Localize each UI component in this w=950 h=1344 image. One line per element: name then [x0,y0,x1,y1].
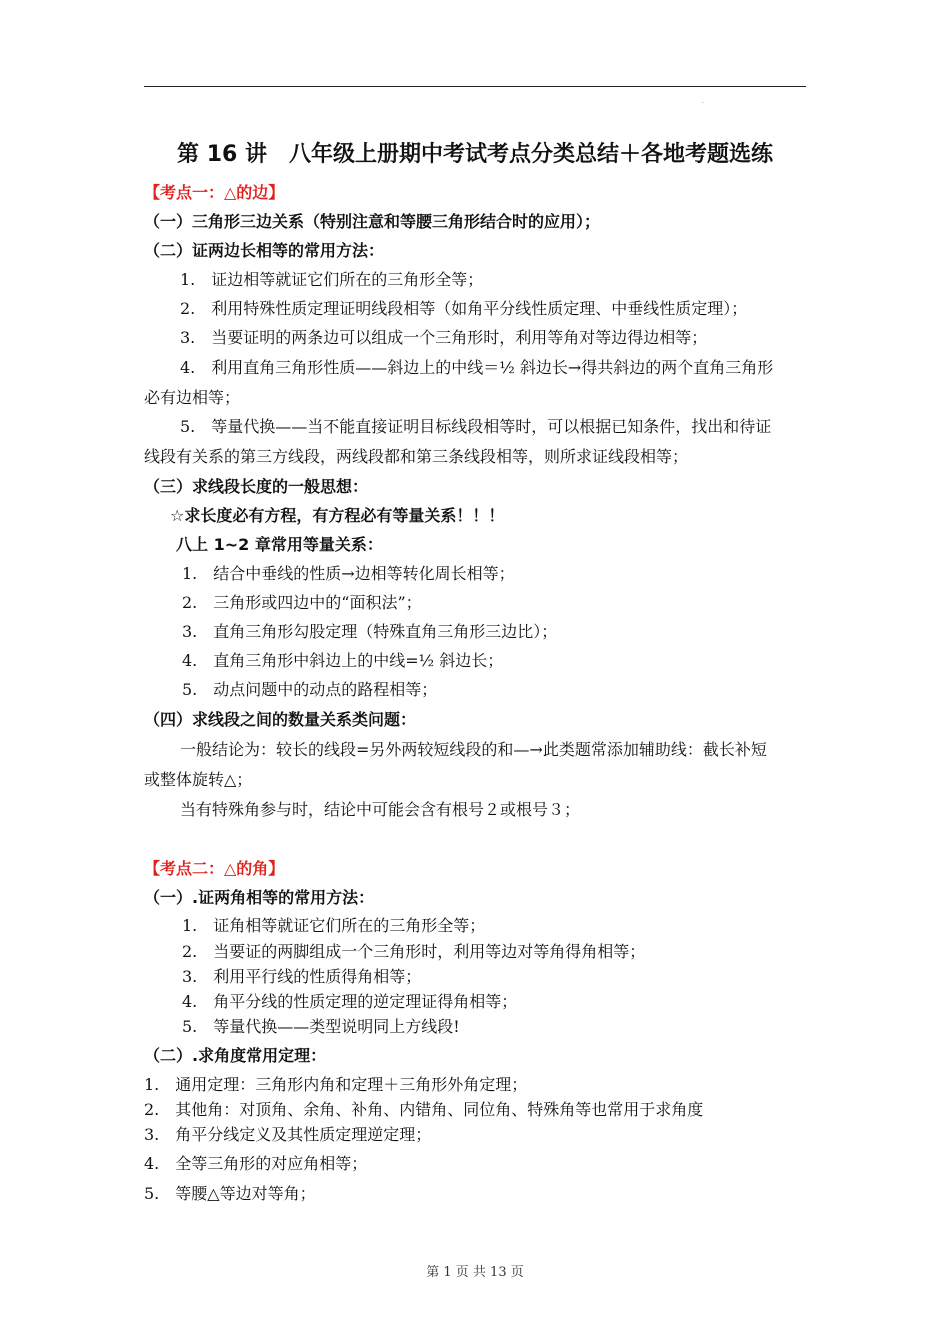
s1-item-2: 2. 利用特殊性质定理证明线段相等（如角平分线性质定理、中垂线性质定理）； [180,299,748,318]
s1-item-5-cont: 线段有关系的第三方线段，两线段都和第三条线段相等，则所求证线段相等； [144,447,689,466]
s2-item-3: 3. 利用平行线的性质得角相等； [182,967,422,986]
s1-point-3: （三）求线段长度的一般思想： [144,477,369,496]
s1-special-angle-note: 当有特殊角参与时，结论中可能会含有根号２或根号３； [180,800,581,819]
s1-subheading: 八上 1~2 章常用等量关系： [176,535,383,554]
header-mark: · [702,100,704,107]
s2-theorem-5: 5. 等腰△等边对等角； [144,1184,316,1203]
s1-point-1: （一）三角形三边关系（特别注意和等腰三角形结合时的应用）； [144,212,601,231]
page-footer: 第 1 页 共 13 页 [426,1265,524,1280]
section-2-heading: 【考点二：△的角】 [144,859,285,878]
s1-conclusion-cont: 或整体旋转△； [144,770,253,789]
s1-rel-2: 2. 三角形或四边中的“面积法”； [182,593,422,612]
s2-item-5: 5. 等量代换——类型说明同上方线段! [182,1017,460,1036]
header-rule [144,86,806,87]
s2-theorem-4: 4. 全等三角形的对应角相等； [144,1154,368,1173]
s1-item-3: 3. 当要证明的两条边可以组成一个三角形时，利用等角对等边得边相等； [180,328,708,347]
s1-point-2: （二）证两边长相等的常用方法： [144,241,385,260]
s1-rel-3: 3. 直角三角形勾股定理（特殊直角三角形三边比）； [182,622,558,641]
s1-star-note: ☆求长度必有方程，有方程必有等量关系！！！ [170,506,505,525]
s1-conclusion: 一般结论为：较长的线段=另外两较短线段的和—→此类题常添加辅助线：截长补短 [180,740,767,759]
page-title: 第 16 讲 八年级上册期中考试考点分类总结＋各地考题选练 [177,142,773,167]
s2-point-2: （二）.求角度常用定理： [144,1046,327,1065]
s2-theorem-2: 2. 其他角：对顶角、余角、补角、内错角、同位角、特殊角等也常用于求角度 [144,1100,704,1119]
s2-item-2: 2. 当要证的两脚组成一个三角形时，利用等边对等角得角相等； [182,942,646,961]
s1-rel-4: 4. 直角三角形中斜边上的中线=½ 斜边长； [182,651,504,670]
s1-rel-1: 1. 结合中垂线的性质→边相等转化周长相等； [182,564,515,583]
s2-item-1: 1. 证角相等就证它们所在的三角形全等； [182,916,486,935]
s1-rel-5: 5. 动点问题中的动点的路程相等； [182,680,438,699]
s2-theorem-3: 3. 角平分线定义及其性质定理逆定理； [144,1125,432,1144]
s1-point-4: （四）求线段之间的数量关系类问题： [144,710,417,729]
s2-theorem-1: 1. 通用定理：三角形内角和定理＋三角形外角定理； [144,1075,528,1094]
s2-point-1: （一）.证两角相等的常用方法： [144,888,375,907]
s1-item-4-cont: 必有边相等； [144,388,241,407]
section-1-heading: 【考点一：△的边】 [144,183,285,202]
s1-item-5: 5. 等量代换——当不能直接证明目标线段相等时，可以根据已知条件，找出和待证 [180,417,772,436]
s1-item-1: 1. 证边相等就证它们所在的三角形全等； [180,270,484,289]
s2-item-4: 4. 角平分线的性质定理的逆定理证得角相等； [182,992,518,1011]
s1-item-4: 4. 利用直角三角形性质——斜边上的中线＝½ 斜边长→得共斜边的两个直角三角形 [180,358,774,377]
